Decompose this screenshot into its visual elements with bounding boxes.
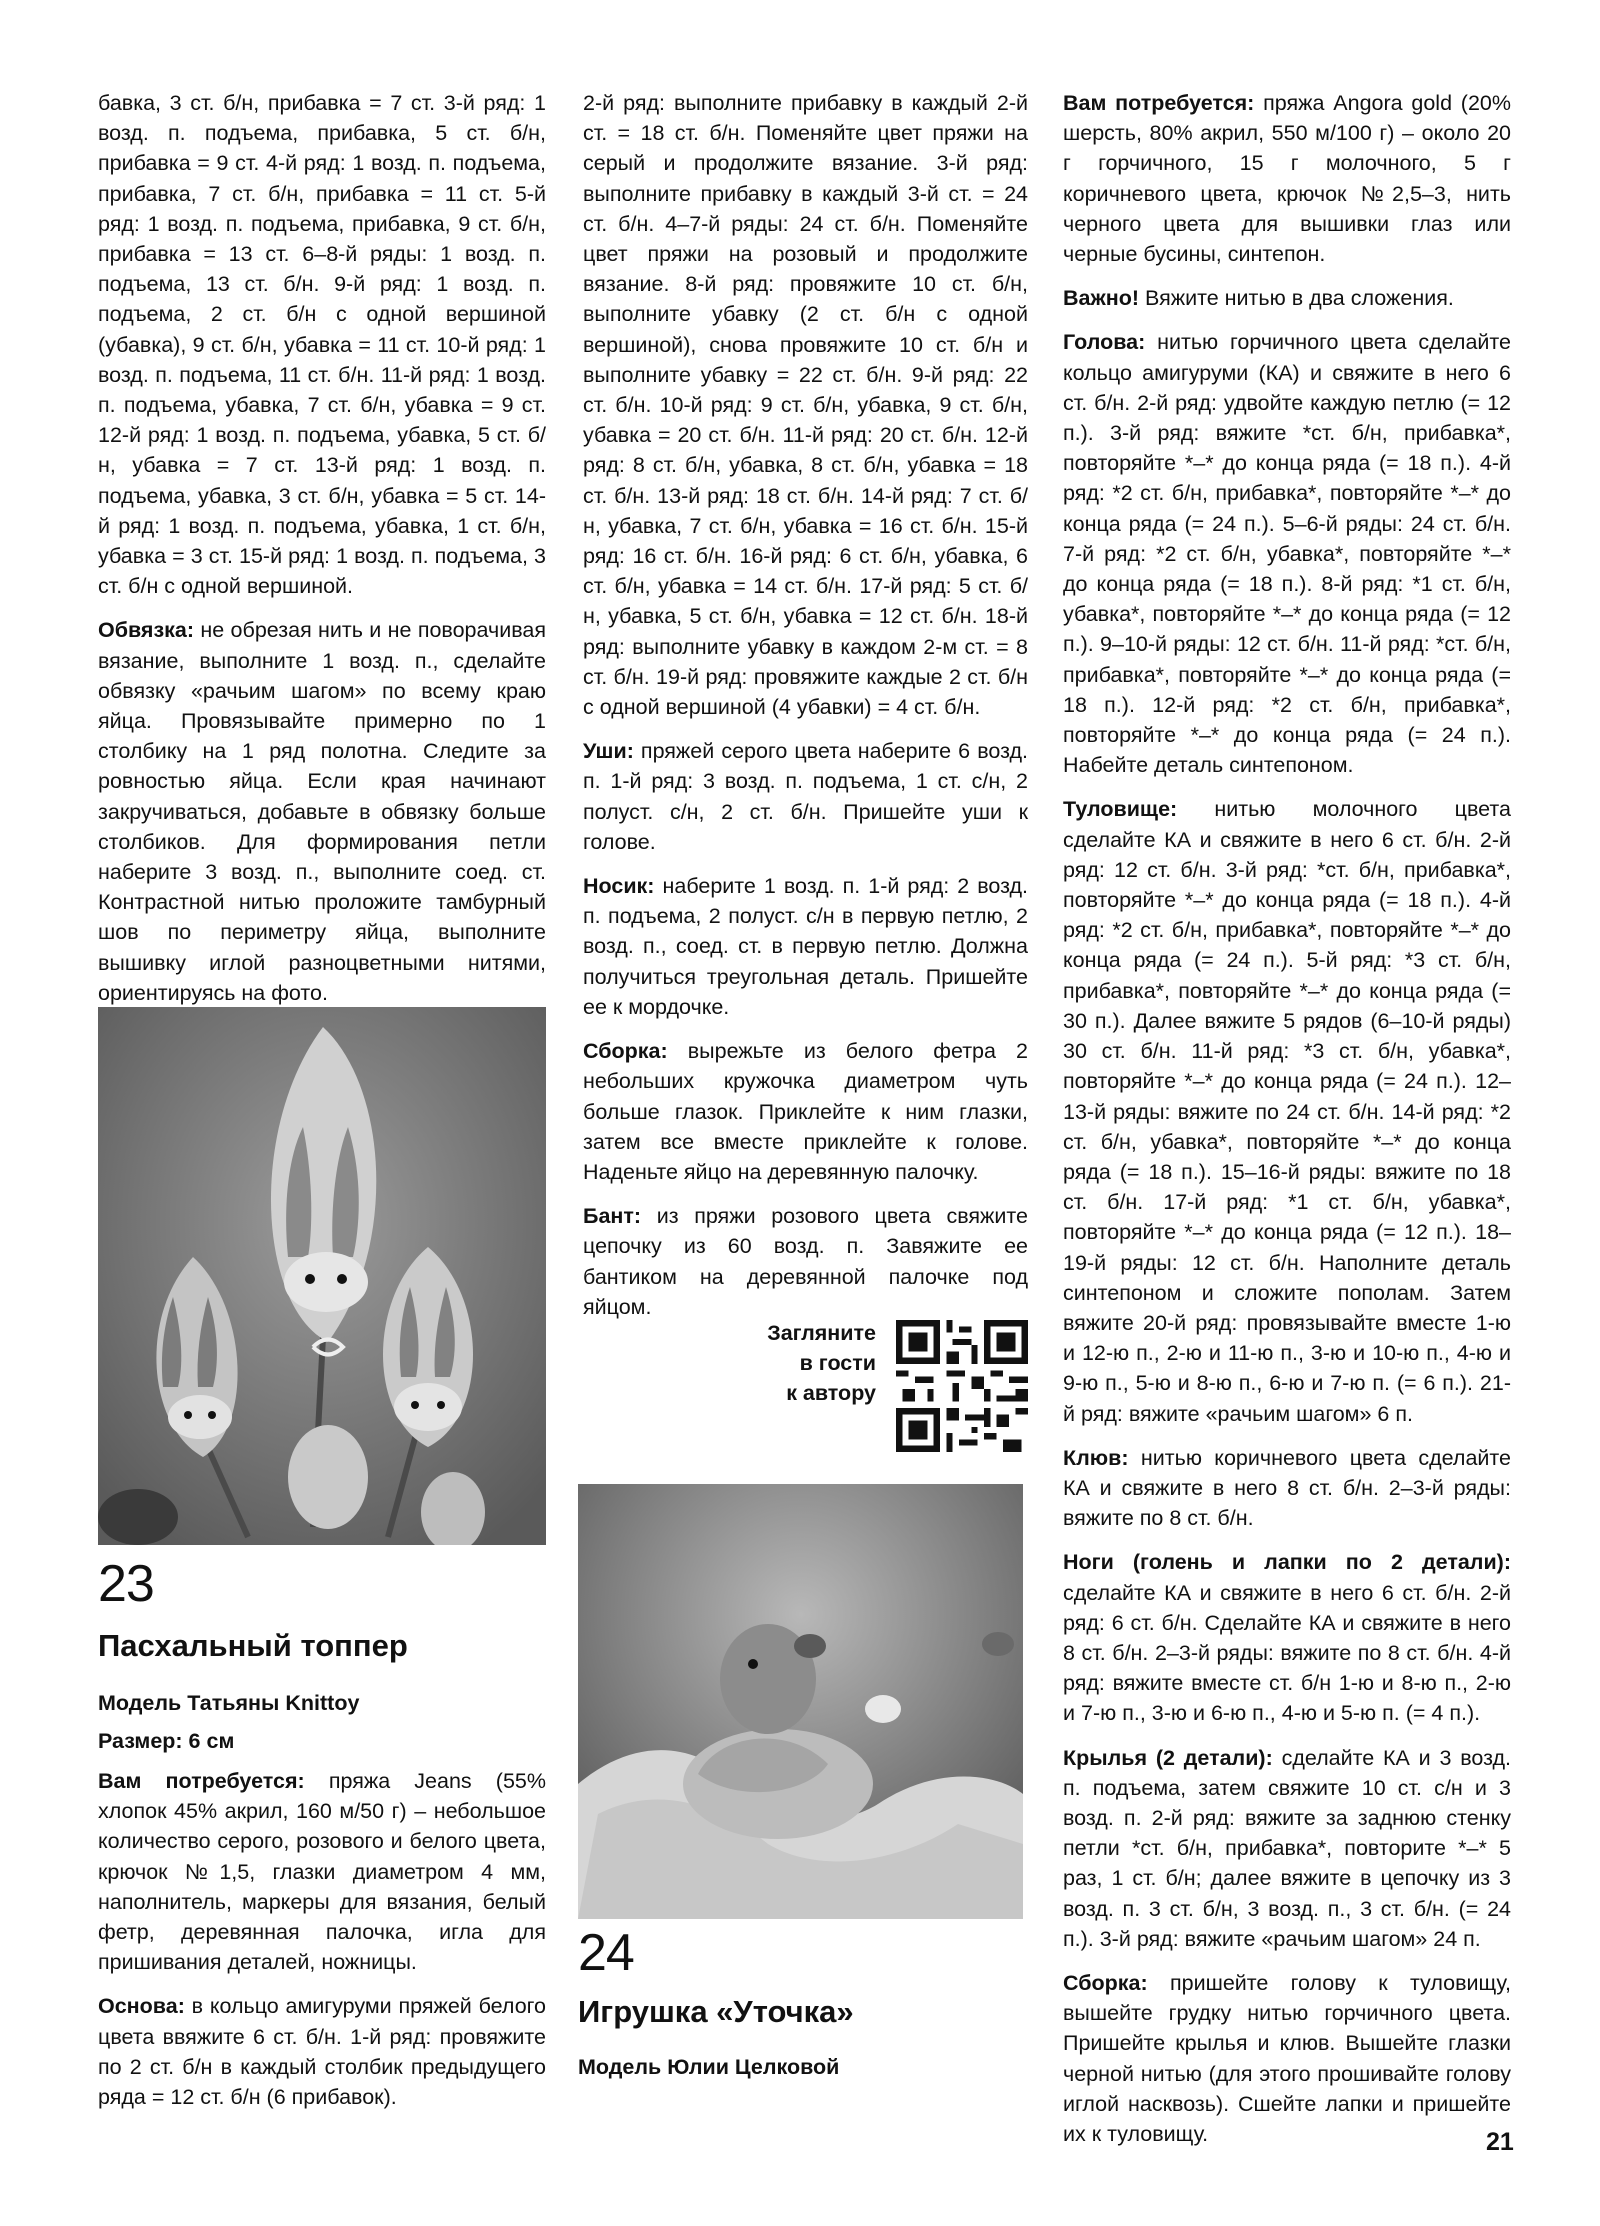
- materials-label: Вам потребуется:: [98, 1769, 305, 1793]
- bow-label: Бант:: [583, 1204, 642, 1229]
- nose-label: Носик:: [583, 874, 655, 899]
- legs-label: Ноги (голень и лапки по 2 детали):: [1063, 1550, 1511, 1575]
- model-23-number: 23: [98, 1555, 154, 1613]
- duck-materials-text: пряжа Angora gold (20% шерсть, 80% акрил, 550 м/100 г) – около 20 г горчичного, 15 г молочного, 5 г коричневого цвета, крючок №2,5–3, нить черного цвета для вышивки глаз или черные бусины, синтепон.: [1063, 91, 1511, 267]
- model-23-body: [98, 1766, 546, 2126]
- egg-pattern-continued: бавка, 3 ст. б/н, прибавка = 7 ст. 3-й ряд: 1 возд. п. подъема, прибавка, 5 ст. б/н, прибавка = 9 ст. 4-й ряд: 1 возд. п. подъема, прибавка, 7 ст. б/н, прибавка = 11 ст. 5-й ряд: 1 возд. п. подъема, прибавка, 9 ст. б/н, прибавка = 13 ст. 6–8-й ряды: 1 возд. п. подъема, 13 ст. б/н. 9-й ряд: 1 возд. п. подъема, 2 ст. б/н с одной вершиной (убавка), 9 ст. б/н, убавка = 11 ст. 10-й ряд: 1 возд. п. подъема, 11 ст. б/н. 11-й ряд: 1 возд. п. подъема, убавка, 7 ст. б/н, убавка = 9 ст. 12-й ряд: 1 возд. п. подъема, убавка, 5 ст. б/н, убавка = 7 ст. 13-й ряд: 1 возд. п. подъема, убавка, 3 ст. б/н, убавка = 5 ст. 14-й ряд: 1 возд. п. подъема, убавка, 1 ст. б/н, убавка = 3 ст. 15-й ряд: 1 возд. п. подъема, 3 ст. б/н с одной вершиной.: [98, 91, 546, 599]
- ears-paragraph: [583, 736, 1028, 857]
- head-label: Голова:: [1063, 330, 1146, 355]
- rows-paragraph: 2-й ряд: выполните прибавку в каждый 2-й ст. = 18 ст. б/н. Поменяйте цвет пряжи на серый и продолжите вязание. 3-й ряд: выполните прибавку в каждый 3-й ст. = 24 ст. б/н. 4–7-й ряды: 24 ст. б/н. Поменяйте цвет пряжи на розовый и продолжите вязание. 8-й ряд: провяжите 10 ст. б/н, выполните убавку (2 ст. б/н с одной вершиной), снова провяжите 10 ст. б/н и выполните убавку = 22 ст. б/н. 9-й ряд: 22 ст. б/н. 10-й ряд: 9 ст. б/н, убавка, 9 ст. б/н, убавка = 20 ст. б/н. 11-й ряд: 20 ст. б/н. 12-й ряд: 8 ст. б/н, убавка, 8 ст. б/н, убавка = 18 ст. б/н. 13-й ряд: 18 ст. б/н. 14-й ряд: 7 ст. б/н, убавка, 7 ст. б/н, убавка = 16 ст. б/н. 15-й ряд: 16 ст. б/н. 16-й ряд: 6 ст. б/н, убавка, 6 ст. б/н, убавка = 14 ст. б/н. 17-й ряд: 5 ст. б/н, убавка, 5 ст. б/н, убавка = 12 ст. б/н. 18-й ряд: выполните убавку в каждом 2-м ст. = 8 ст. б/н. 19-й ряд: провяжите каждые 2 ст. б/н с одной вершиной (4 убавки) = 4 ст. б/н.: [583, 91, 1028, 720]
- qr-caption-line-1: Загляните: [767, 1321, 876, 1345]
- page-number: 21: [1486, 2128, 1514, 2156]
- duck-assembly-label: Сборка:: [1063, 1970, 1148, 1995]
- edging-text: не обрезая нить и не поворачивая вязание, выполните 1 возд. п., сделайте обвязку «рачьим шагом» по всему краю яйца. Провязывайте примерно по 1 столбику на 1 ряд полотна. Следите за ровностью яйца. Если края начинают закручиваться, добавьте в обвязку больше столбиков. Для формирования петли наберите 3 возд. п., выполните соед. ст. Контрастной нитью проложите тамбурный шов по периметру яйца, выполните вышивку иглой разноцветными нитями, ориентируясь на фото.: [98, 618, 546, 1005]
- ears-text: пряжей серого цвета наберите 6 возд. п. 1-й ряд: 3 возд. п. подъема, 1 ст. с/н, 2 полуст. с/н, 2 ст. б/н. Пришейте уши к голове.: [583, 739, 1028, 854]
- model-23-size: Размер: 6 см: [98, 1729, 235, 1753]
- bow-paragraph: [583, 1201, 1028, 1322]
- assembly-text: вырежьте из белого фетра 2 небольших кружочка диаметром чуть больше глазок. Приклейте к ним глазки, затем все вместе приклейте к голове. Наденьте яйцо на деревянную палочку.: [583, 1039, 1028, 1184]
- bow-text: из пряжи розового цвета свяжите цепочку из 60 возд. п. Завяжите ее бантиком на деревянной палочке под яйцом.: [583, 1204, 1028, 1319]
- legs-paragraph: [1063, 1547, 1511, 1728]
- wings-text: сделайте КА и 3 возд. п. подъема, затем свяжите 10 ст. с/н и 3 возд. п. 2-й ряд: вяжите за заднюю стенку петли *ст. б/н, прибавка*, повторите *–* 5 раз, 1 ст. б/н; далее вяжите в цепочку из 3 возд. п. 3 ст. б/н, 3 возд. п., 3 ст. б/н. (= 24 п.). 3-й ряд: вяжите «рачьим шагом» 24 п.: [1063, 1745, 1511, 1951]
- assembly-paragraph: [583, 1036, 1028, 1187]
- qr-caption-line-2: в гости: [799, 1351, 876, 1375]
- important-text: Вяжите нитью в два сложения.: [1139, 286, 1454, 311]
- wings-paragraph: [1063, 1743, 1511, 1954]
- duck-materials-label: Вам потребуется:: [1063, 91, 1255, 115]
- head-paragraph: [1063, 327, 1511, 780]
- model-23-title: Пасхальный топпер: [98, 1628, 408, 1663]
- model-24-author: Модель Юлии Целковой: [578, 2055, 840, 2079]
- base-text: в кольцо амигуруми пряжей белого цвета ввяжите 6 ст. б/н. 1-й ряд: провяжите по 2 ст. б/н в каждый столбик предыдущего ряда = 12 ст. б/н (6 прибавок).: [98, 1994, 546, 2110]
- head-text: нитью горчичного цвета сделайте кольцо амигуруми (КА) и свяжите в него 6 ст. б/н. 2-й ряд: удвойте каждую петлю (= 12 п.). 3-й ряд: вяжите *ст. б/н, прибавка*, повторяйте *–* до конца ряда (= 18 п.). 4-й ряд: *2 ст. б/н, прибавка*, повторяйте *–* до конца ряда (= 24 п.). 5–6-й ряды: 24 ст. б/н. 7-й ряд: *2 ст. б/н, убавка*, повторяйте *–* до конца ряда (= 18 п.). 8-й ряд: *1 ст. б/н, убавка*, повторяйте *–* до конца ряда (= 12 п.). 9–10-й ряды: 12 ст. б/н. 11-й ряд: *ст. б/н, прибавка*, повторяйте *–* до конца ряда (= 18 п.). 12-й ряд: *2 ст. б/н, прибавка*, повторяйте *–* до конца ряда (= 24 п.). Набейте деталь синтепоном.: [1063, 330, 1511, 778]
- model-24-number: 24: [578, 1924, 634, 1982]
- column-3: [1063, 88, 1511, 2163]
- edging-paragraph: [98, 615, 546, 1008]
- duck-toy-illustration: [578, 1484, 1023, 1919]
- body-paragraph: [1063, 794, 1511, 1428]
- qr-code-icon[interactable]: [896, 1320, 1028, 1452]
- model-23-base: [98, 1991, 546, 2112]
- materials-text: пряжа Jeans (55% хлопок 45% акрил, 160 м/50 г) – небольшое количество серого, розового и белого цвета, крючок №1,5, глазки диаметром 4 мм, наполнитель, маркеры для вязания, белый фетр, деревянная палочка, игла для пришивания деталей, ножницы.: [98, 1769, 546, 1975]
- ears-label: Уши:: [583, 739, 634, 764]
- important-note: [1063, 283, 1511, 313]
- body-text: нитью молочного цвета сделайте КА и свяжите в него 6 ст. б/н. 2-й ряд: 12 ст. б/н. 3-й ряд: *ст. б/н, прибавка*, повторяйте *–* до конца ряда (= 18 п.). 4-й ряд: *2 ст. б/н, прибавка*, повторяйте *–* до конца ряда (= 24 п.). 5-й ряд: *3 ст. б/н, прибавка*, повторяйте *–* до конца ряда (= 30 п.). Далее вяжите 5 рядов (6–10-й ряды) 30 ст. б/н. 11-й ряд: *3 ст. б/н, убавка*, повторяйте *–* до конца ряда (= 24 п.). 12–13-й ряды: вяжите по 24 ст. б/н. 14-й ряд: *2 ст. б/н, убавка*, повторяйте *–* до конца ряда (= 18 п.). 15–16-й ряды: вяжите по 18 ст. б/н. 17-й ряд: *1 ст. б/н, убавка*, повторяйте *–* до конца ряда (= 12 п.). 18–19-й ряды: 12 ст. б/н. Наполните деталь синтепоном и сложите пополам. Затем вяжите 20-й ряд: провязывайте вместе 1-ю и 12-ю п., 2-ю и 11-ю п., 3-ю и 10-ю п., 4-ю и 9-ю п., 5-ю и 8-ю п., 6-ю и 7-ю п. (= 6 п.). 21-й ряд: вяжите «рачьим шагом» 6 п.: [1063, 797, 1511, 1426]
- qr-caption: [726, 1318, 876, 1408]
- body-label: Туловище:: [1063, 797, 1178, 822]
- nose-paragraph: [583, 871, 1028, 1022]
- easter-topper-photo: [98, 1007, 546, 1545]
- duck-assembly-paragraph: [1063, 1968, 1511, 2149]
- qr-caption-line-3: к автору: [786, 1381, 876, 1405]
- duck-assembly-text: пришейте голову к туловищу, вышейте грудку нитью горчичного цвета. Пришейте крылья и клюв. Вышейте глазки черной нитью (для этого прошивайте голову иглой насквозь). Сшейте лапки и пришейте их к туловищу.: [1063, 1970, 1511, 2146]
- duck-materials: [1063, 88, 1511, 269]
- model-23-author: Модель Татьяны Knittoy: [98, 1691, 360, 1715]
- legs-text: сделайте КА и свяжите в него 6 ст. б/н. 2-й ряд: 6 ст. б/н. Сделайте КА и свяжите в него 8 ст. б/н. 2–3-й ряды: вяжите по 8 ст. б/н. 4-й ряд: вяжите вместе ст. б/н 1-ю и 8-ю п., 2-ю и 7-ю п., 3-ю и 6-ю п., 4-ю и 5-ю п. (= 4 п.).: [1063, 1580, 1511, 1726]
- duck-toy-photo: [578, 1484, 1023, 1919]
- base-label: Основа:: [98, 1994, 185, 2019]
- important-label: Важно!: [1063, 286, 1140, 311]
- column-2: [583, 88, 1028, 1336]
- wings-label: Крылья (2 детали):: [1063, 1745, 1273, 1770]
- assembly-label: Сборка:: [583, 1039, 668, 1064]
- beak-paragraph: [1063, 1443, 1511, 1534]
- edging-label: Обвязка:: [98, 618, 195, 643]
- beak-text: нитью коричневого цвета сделайте КА и свяжите в него 8 ст. б/н. 2–3-й ряды: вяжите по 8 ст. б/н.: [1063, 1445, 1511, 1531]
- nose-text: наберите 1 возд. п. 1-й ряд: 2 возд. п. подъема, 2 полуст. с/н в первую петлю, 2 возд. п., соед. ст. в первую петлю. Должна получиться треугольная деталь. Пришейте ее к мордочке.: [583, 874, 1028, 1019]
- easter-topper-illustration: [98, 1007, 546, 1545]
- model-23-materials: [98, 1766, 546, 1977]
- model-24-title: Игрушка «Уточка»: [578, 1994, 854, 2029]
- column-1: [98, 88, 546, 1022]
- beak-label: Клюв:: [1063, 1445, 1129, 1470]
